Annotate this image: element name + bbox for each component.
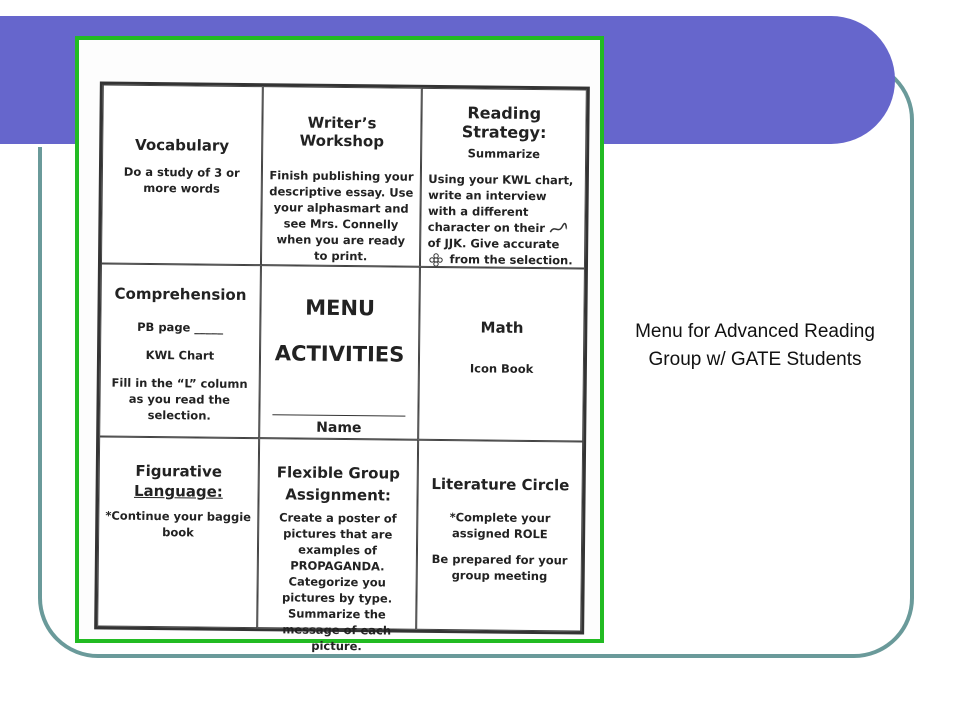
flexible-group-title-2: Assignment:: [285, 485, 392, 505]
slide-caption: Menu for Advanced Reading Group w/ GATE Students: [635, 321, 875, 370]
comprehension-line-1: PB page _____: [137, 319, 224, 335]
cell-flexible-group: [257, 438, 419, 654]
menu-activities-grid: [94, 81, 590, 654]
reading-strategy-text-3: from the selection.: [449, 252, 573, 268]
vocabulary-title: Vocabulary: [135, 135, 230, 155]
literature-circle-text-1: *Complete your assigned ROLE: [449, 510, 551, 542]
comprehension-line-2: KWL Chart: [145, 347, 215, 363]
cell-reading-strategy: [420, 88, 586, 269]
activities-title: ACTIVITIES: [274, 341, 405, 367]
name-label: Name: [316, 419, 362, 437]
cell-literature-circle: [417, 440, 584, 631]
figurative-title-2: Language:: [133, 482, 223, 502]
scribble-icon: [549, 222, 567, 236]
reading-strategy-subtitle: Summarize: [467, 146, 541, 162]
reading-strategy-text-2: of JJK. Give accurate: [427, 235, 560, 252]
comprehension-line-3: Fill in the “L” column as you read the selection.: [111, 375, 248, 423]
cell-menu-activities: [259, 265, 421, 440]
flexible-group-title-1: Flexible Group: [276, 463, 401, 483]
reading-strategy-text: [427, 171, 579, 269]
math-title: Math: [480, 318, 524, 337]
flexible-group-text: Create a poster of pictures that are examples of PROPAGANDA. Categorize you pictures by type. Summarize the message of each picture.: [279, 510, 397, 654]
name-line: [272, 414, 406, 416]
math-text: Icon Book: [469, 361, 534, 376]
cell-writers-workshop: [261, 86, 423, 267]
cell-vocabulary: [101, 84, 263, 265]
cell-math: [419, 267, 585, 442]
writers-workshop-text: Finish publishing your descriptive essay. Use your alphasmart and see Mrs. Connelly when you are ready to print.: [269, 168, 414, 264]
literature-circle-title: Literature Circle: [431, 475, 570, 495]
literature-circle-text-2: Be prepared for your group meeting: [431, 552, 568, 584]
vocabulary-text: Do a study of 3 or more words: [123, 164, 240, 196]
cell-comprehension: [99, 263, 261, 438]
figurative-title-1: Figurative: [135, 462, 223, 482]
cell-figurative-language: [97, 437, 259, 628]
menu-title: MENU: [305, 295, 376, 321]
reading-strategy-title: Reading Strategy:: [461, 103, 547, 143]
reading-strategy-text-1: Using your KWL chart, write an interview with a different character on their: [427, 171, 574, 236]
figurative-text: *Continue your baggie book: [105, 508, 252, 540]
flower-icon: [427, 252, 445, 266]
writers-workshop-title: Writer’s Workshop: [299, 113, 385, 151]
comprehension-title: Comprehension: [114, 284, 247, 304]
